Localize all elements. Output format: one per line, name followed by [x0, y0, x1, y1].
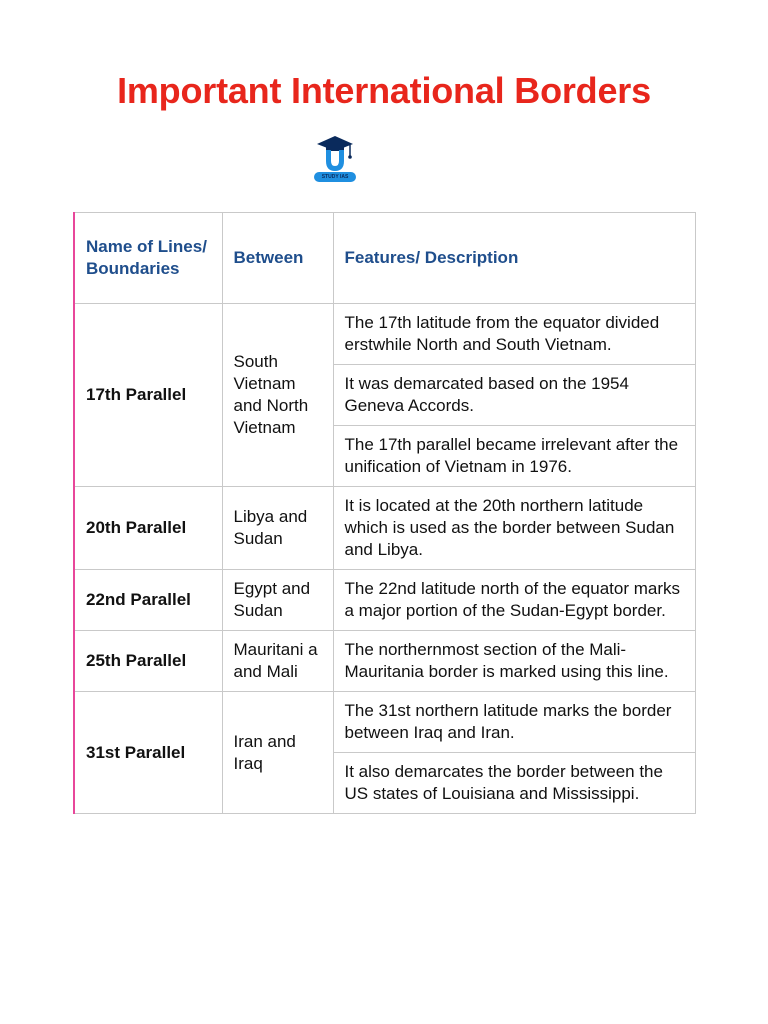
table-row: [74, 304, 695, 365]
cell-description: The 22nd latitude north of the equator marks a major portion of the Sudan-Egypt border.: [333, 570, 695, 631]
cell-name: 17th Parallel: [74, 304, 222, 487]
cell-description: The 17th parallel became irrelevant after the unification of Vietnam in 1976.: [333, 426, 695, 487]
cell-description: It is located at the 20th northern latitude which is used as the border between Sudan and Libya.: [333, 487, 695, 570]
cell-between: Mauritani a and Mali: [222, 631, 333, 692]
header-between: Between: [222, 213, 333, 304]
cell-between: South Vietnam and North Vietnam: [222, 304, 333, 487]
header-name: Name of Lines/ Boundaries: [74, 213, 222, 304]
cell-name: 31st Parallel: [74, 692, 222, 814]
study-ias-logo: [314, 134, 356, 184]
table-row: [74, 570, 695, 631]
table-row: [74, 631, 695, 692]
cell-between: Iran and Iraq: [222, 692, 333, 814]
page-title: Important International Borders: [117, 70, 651, 111]
logo-text: STUDY IAS: [314, 172, 356, 182]
table-row: [74, 692, 695, 753]
borders-table: [73, 212, 696, 814]
cell-description: The northernmost section of the Mali-Mauritania border is marked using this line.: [333, 631, 695, 692]
cell-between: Libya and Sudan: [222, 487, 333, 570]
graduation-cap-icon: [314, 134, 356, 174]
header-description: Features/ Description: [333, 213, 695, 304]
cell-description: The 31st northern latitude marks the border between Iraq and Iran.: [333, 692, 695, 753]
cell-between: Egypt and Sudan: [222, 570, 333, 631]
cell-description: It was demarcated based on the 1954 Geneva Accords.: [333, 365, 695, 426]
cell-description: The 17th latitude from the equator divided erstwhile North and South Vietnam.: [333, 304, 695, 365]
cell-description: It also demarcates the border between the US states of Louisiana and Mississippi.: [333, 753, 695, 814]
cell-name: 20th Parallel: [74, 487, 222, 570]
cell-name: 25th Parallel: [74, 631, 222, 692]
table-row: [74, 487, 695, 570]
cell-name: 22nd Parallel: [74, 570, 222, 631]
table-header-row: [74, 213, 695, 304]
